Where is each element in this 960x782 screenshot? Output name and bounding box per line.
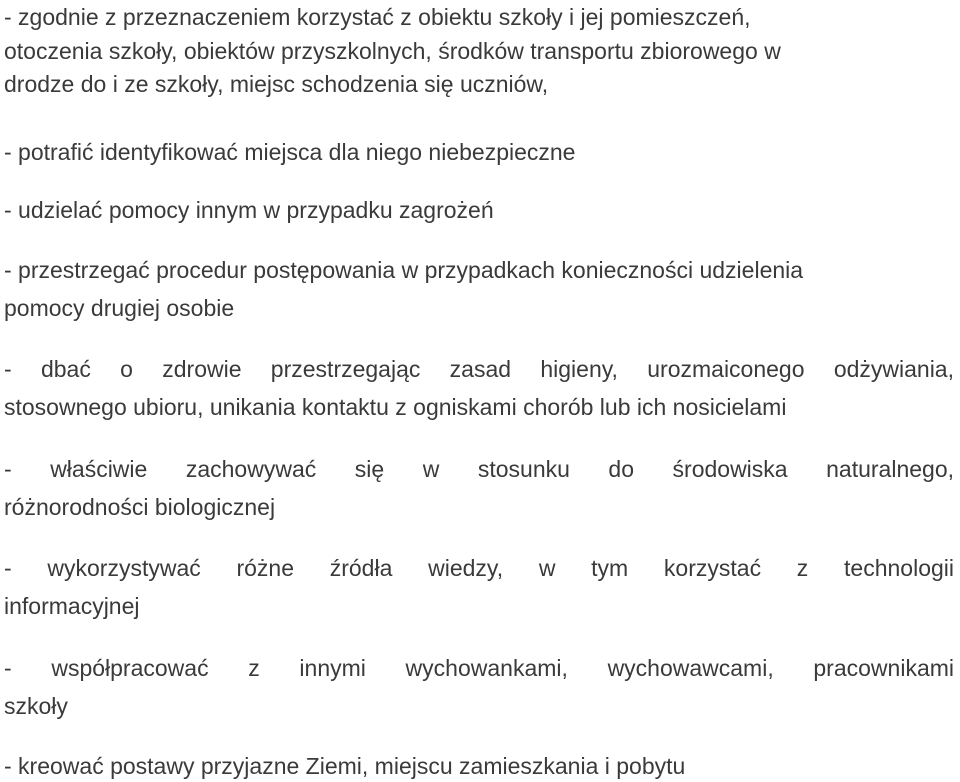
list-item-7-line-1: - wykorzystywać różne źródła wiedzy, w tym korzystać z technologii bbox=[4, 555, 954, 581]
list-item-1-line-2: otoczenia szkoły, obiektów przyszkolnych, środków transportu zbiorowego w bbox=[4, 38, 781, 64]
list-item-6-line-1: - właściwie zachowywać się w stosunku do środowiska naturalnego, bbox=[4, 456, 954, 482]
list-item-8-line-1: - współpracować z innymi wychowankami, wychowawcami, pracownikami bbox=[4, 655, 954, 681]
list-item-1-line-1: - zgodnie z przeznaczeniem korzystać z obiektu szkoły i jej pomieszczeń, bbox=[4, 4, 751, 30]
list-item-4-line-1: - przestrzegać procedur postępowania w przypadkach konieczności udzielenia bbox=[4, 257, 804, 283]
list-item-1-line-3: drodze do i ze szkoły, miejsc schodzenia się uczniów, bbox=[4, 71, 549, 97]
list-item-3: - udzielać pomocy innym w przypadku zagrożeń bbox=[4, 197, 494, 223]
list-item-2: - potrafić identyfikować miejsca dla niego niebezpieczne bbox=[4, 139, 576, 165]
list-item-4-line-2: pomocy drugiej osobie bbox=[4, 295, 235, 321]
list-item-5-line-2: stosownego ubioru, unikania kontaktu z ogniskami chorób lub ich nosicielami bbox=[4, 394, 787, 420]
list-item-7-line-2: informacyjnej bbox=[4, 593, 140, 619]
list-item-8-line-2: szkoły bbox=[4, 693, 68, 719]
list-item-6-line-2: różnorodności biologicznej bbox=[4, 494, 276, 520]
list-item-5-line-1: - dbać o zdrowie przestrzegając zasad higieny, urozmaiconego odżywiania, bbox=[4, 356, 954, 382]
list-item-9: - kreować postawy przyjazne Ziemi, miejscu zamieszkania i pobytu bbox=[4, 753, 686, 779]
